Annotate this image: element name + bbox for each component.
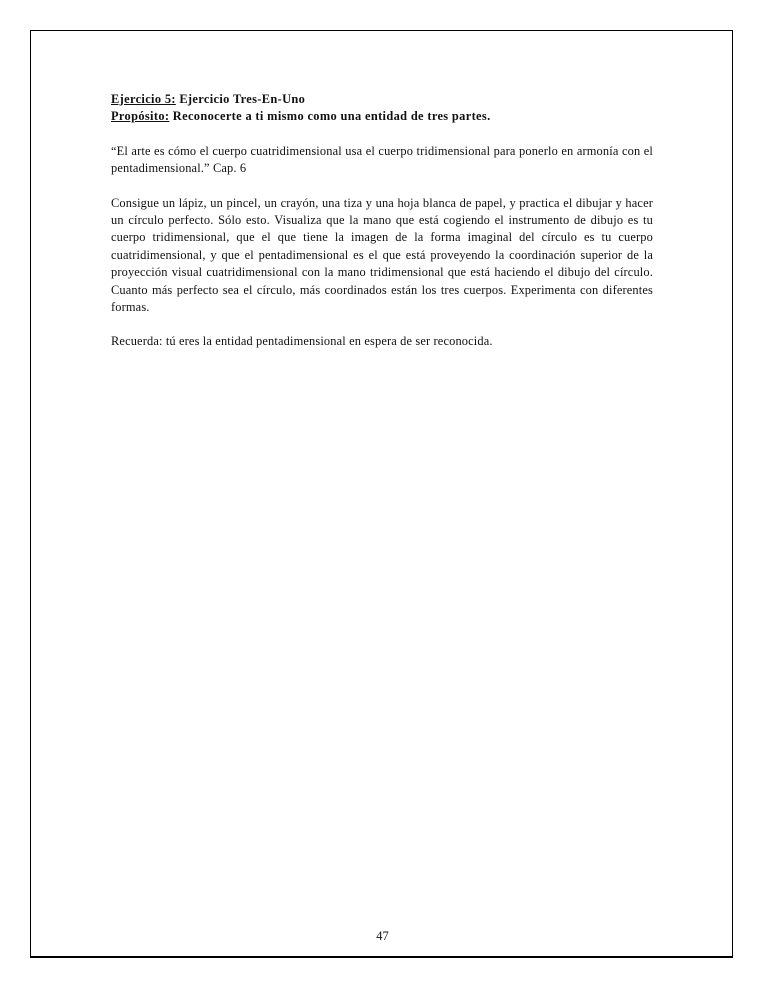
document-body [111, 91, 653, 351]
exercise-heading [111, 91, 653, 108]
instructions-paragraph: Consigue un lápiz, un pincel, un crayón, una tiza y una hoja blanca de papel, y practica el dibujar y hacer un círculo perfecto. Sólo esto. Visualiza que la mano que está cogiendo el instrumento de dibujo es tu cuerpo tridimensional, que el que tiene la imagen de la forma imaginal del círculo es tu cuerpo cuatridimensional, y que el pentadimensional es el que está proveyendo la coordinación superior de la proyección visual cuatridimensional con la mano tridimensional que está haciendo el dibujo del círculo. Cuanto más perfecto sea el círculo, más coordinados están los tres cuerpos. Experimenta con diferentes formas. [111, 195, 653, 315]
page-number: 47 [376, 929, 389, 943]
purpose-text: Reconocerte a ti mismo como una entidad de tres partes. [169, 109, 491, 124]
exercise-label: Ejercicio 5: [111, 92, 176, 106]
exercise-title: Ejercicio Tres-En-Uno [175, 92, 306, 106]
reminder-paragraph: Recuerda: tú eres la entidad pentadimensional en espera de ser reconocida. [111, 334, 493, 349]
quote-paragraph: “El arte es cómo el cuerpo cuatridimensional usa el cuerpo tridimensional para ponerlo en armonía con el pentadimensional.” Cap. 6 [111, 143, 653, 176]
purpose-label: Propósito: [111, 109, 170, 124]
purpose-heading [111, 108, 653, 125]
